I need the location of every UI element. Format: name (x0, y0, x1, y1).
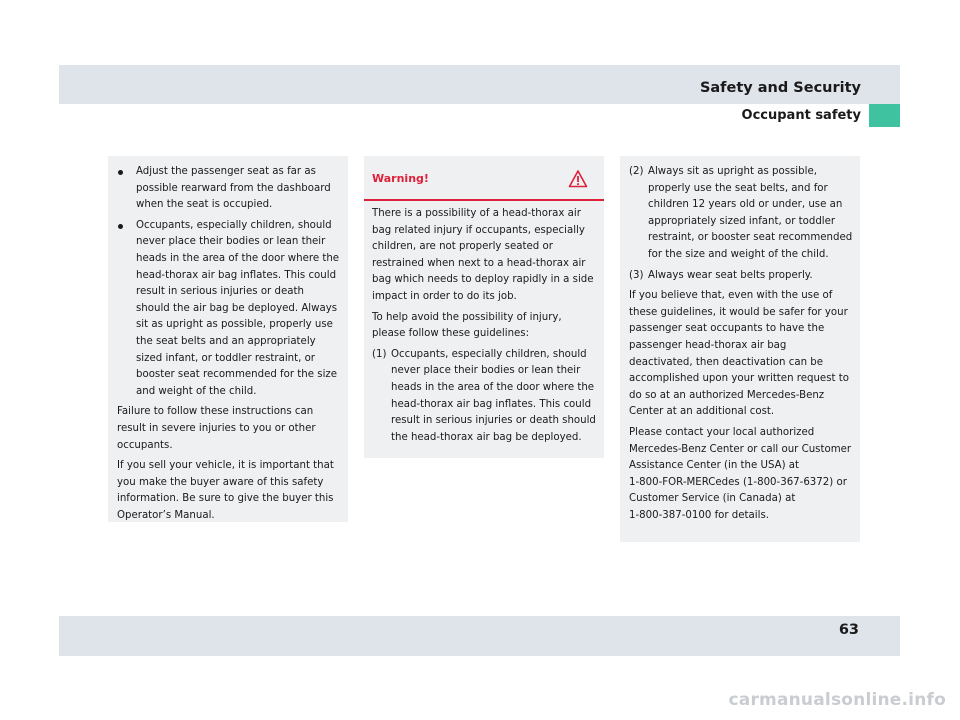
left-column (108, 156, 348, 522)
item-text: Always wear seat belts properly. (648, 269, 813, 281)
section-accent-tab (869, 104, 900, 127)
paragraph: If you sell your vehicle, it is important that you make the buyer aware of this safety information. Be sure to give the buyer this Operator’s Manual. (117, 460, 334, 521)
contact-line: Mercedes-Benz Center or call our Customer (629, 443, 852, 455)
bullet-icon (118, 170, 123, 175)
item-text: Always sit as upright as possible, properly use the seat belts, and for children 12 years old or under, use an appropriately sized infant, or toddler restraint, or booster seat recommended for the size and weight of the child. (648, 166, 853, 260)
paragraph: If you believe that, even with the use of these guidelines, it would be safer for your passenger seat occupants to have the passenger head-thorax air bag deactivated, then deactivation can be accomplished upon your written request to do so at an authorized Mercedes-Benz Center at an additional cost. (629, 290, 849, 418)
contact-paragraph (629, 425, 853, 525)
contact-line: 1-800-FOR-MERCedes (1-800-367-6372) or (629, 476, 847, 488)
contact-line: Assistance Center (in the USA) at (629, 460, 800, 472)
list-item (372, 347, 596, 447)
warning-header (364, 156, 604, 201)
item-text: Occupants, especially children, should never place their bodies or lean their heads in the area of the door where the head-thorax air bag inflates. This could result in serious injuries or death should the head-thorax air bag be deployed. (391, 348, 596, 443)
warning-triangle-icon (568, 169, 588, 189)
list-item (629, 268, 853, 285)
contact-line: Please contact your local authorized (629, 426, 815, 438)
list-item (117, 164, 340, 214)
contact-line: Customer Service (in Canada) at (629, 493, 796, 505)
item-number: (3) (629, 269, 644, 281)
watermark: carmanualsonline.info (728, 690, 946, 710)
paragraph: Failure to follow these instructions can result in severe injuries to you or other occupants. (117, 406, 316, 451)
bullet-icon (118, 224, 123, 229)
warning-title: Warning! (372, 172, 429, 185)
bullet-text: Adjust the passenger seat as far as possible rearward from the dashboard when the seat is occupied. (136, 166, 331, 211)
page-number: 63 (838, 622, 859, 638)
warning-body (364, 201, 604, 446)
right-column (620, 156, 860, 542)
contact-line: 1-800-387-0100 for details. (629, 509, 769, 521)
section-title: Safety and Security (699, 80, 861, 96)
item-number: (2) (629, 166, 644, 177)
subsection-title: Occupant safety (741, 108, 861, 123)
paragraph: To help avoid the possibility of injury, please follow these guidelines: (372, 311, 562, 340)
warning-box (364, 156, 604, 458)
list-item (629, 164, 853, 264)
list-item (117, 218, 340, 401)
bullet-text: Occupants, especially children, should never place their bodies or lean their heads in the area of the door where the head-thorax air bag inflates. This could result in serious injuries or death should the air bag be deployed. Always sit as upright as possible, properly use the seat belts and an appropriately sized infant, or toddler restraint, or booster seat recommended for the size and weight of the child. (136, 219, 340, 397)
footer-band (59, 616, 900, 656)
item-number: (1) (372, 348, 387, 360)
paragraph: There is a possibility of a head-thorax air bag related injury if occupants, especially children, are not properly seated or restrained when next to a head-thorax air bag which needs to deploy rapidly in a side impact in order to do its job. (372, 208, 594, 302)
